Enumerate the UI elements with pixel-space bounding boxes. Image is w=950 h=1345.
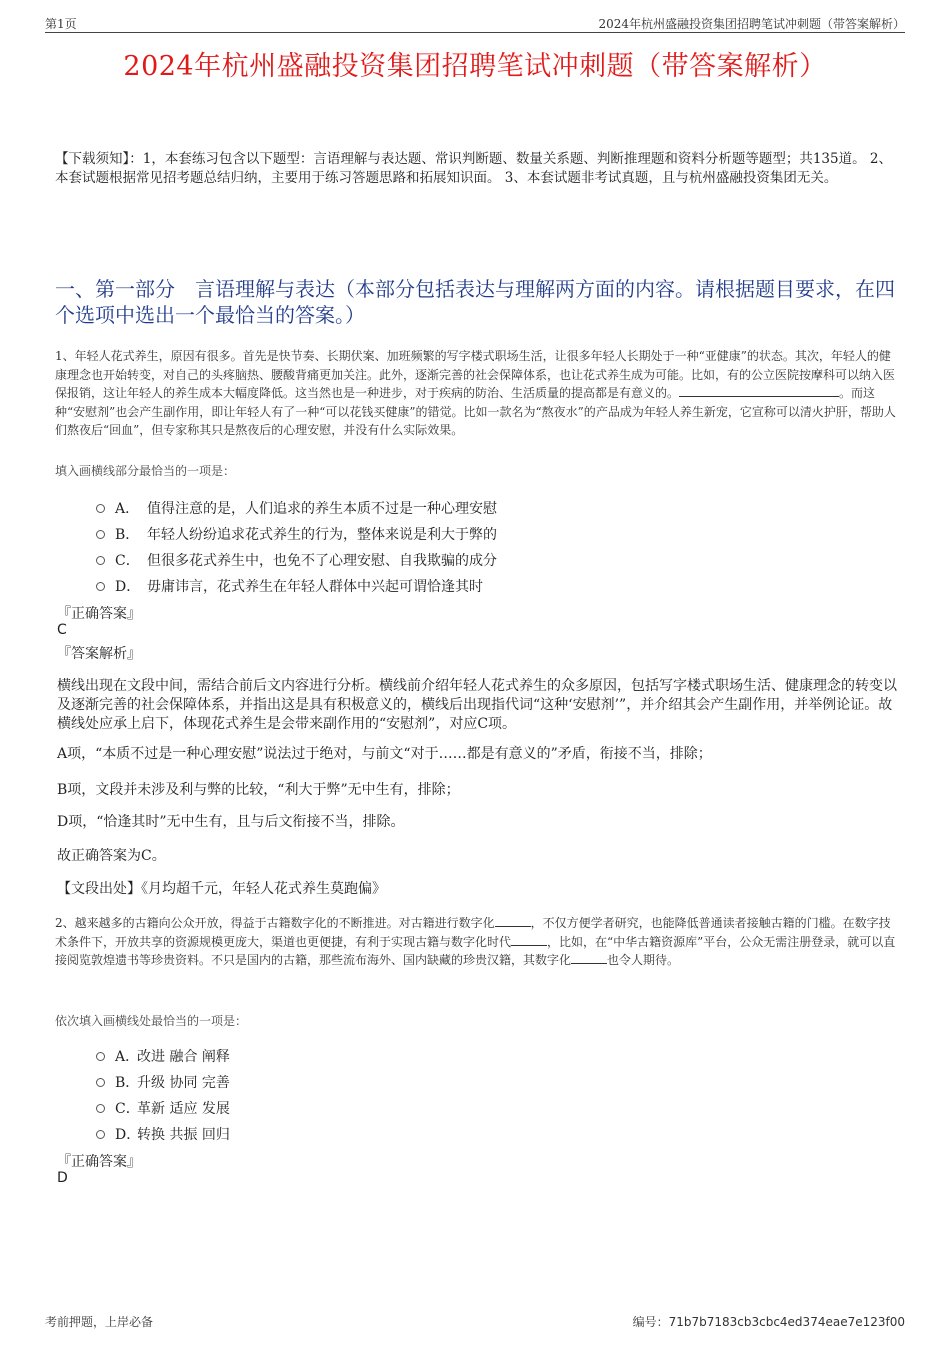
question-1-answer: C — [57, 622, 67, 638]
analysis-paragraph: 故正确答案为C。 — [57, 848, 166, 864]
question-1-analysis-label: 『答案解析』 — [57, 646, 141, 662]
question-1-text — [55, 347, 900, 440]
question-2-blank-1 — [495, 914, 531, 927]
question-1-option-a[interactable] — [96, 498, 497, 518]
footer-code-label: 编号： — [632, 1315, 669, 1329]
page-header — [45, 12, 905, 33]
question-2-stem: 依次填入画横线处最恰当的一项是： — [55, 1014, 248, 1028]
question-2-text-d: 也令人期待。 — [607, 953, 680, 967]
question-2-option-c[interactable] — [96, 1098, 230, 1118]
footer-slogan: 考前押题，上岸必备 — [45, 1315, 154, 1329]
question-1-option-b[interactable] — [96, 524, 497, 544]
analysis-source: 【文段出处】《月均超千元，年轻人花式养生莫跑偏》 — [57, 881, 386, 897]
option-letter: B． — [115, 527, 140, 543]
question-2-blank-3 — [571, 951, 607, 964]
option-text: 革新 适应 发展 — [137, 1101, 230, 1117]
radio-icon[interactable] — [96, 1104, 105, 1113]
option-text: 升级 协同 完善 — [137, 1075, 230, 1091]
question-2-text-b: ，不仅方便学者研究，也能降低普通读者接触古籍的门槛。在数字技术条件下，开放共享的资源规模更庞大，渠道也更便捷，有利于实现古籍与数字化时代 — [55, 916, 891, 949]
footer-code: 71b7b7183cb3cbc4ed374eae7e123f00 — [668, 1315, 905, 1329]
question-1-text-a: 1、年轻人花式养生，原因有很多。首先是快节奏、长期伏案、加班频繁的写字楼式职场生活，让很多年轻人长期处于一种“亚健康”的状态。其次，年轻人的健康理念也开始转变，对自己的头疼脑热、腰酸背痛更加关注。此外，逐渐完善的社会保障体系，也让花式养生成为可能。比如，有的公立医院按摩科可以纳入医保报销，这让年轻人的养生成本大幅度降低。这当然也是一种进步，对于疾病的防治、生活质量的提高都是有意义的。 — [55, 349, 896, 400]
radio-icon[interactable] — [96, 556, 105, 565]
analysis-paragraph: D项，“恰逢其时”无中生有，且与后文衔接不当，排除。 — [57, 814, 405, 830]
section-heading: 一、第一部分 言语理解与表达（本部分包括表达与理解两方面的内容。请根据题目要求，在四个选项中选出一个最恰当的答案。） — [55, 277, 895, 327]
option-text: 转换 共振 回归 — [137, 1127, 230, 1143]
option-text: 值得注意的是，人们追求的养生本质不过是一种心理安慰 — [147, 501, 497, 517]
option-letter: A． — [115, 1049, 140, 1065]
radio-icon[interactable] — [96, 530, 105, 539]
question-2-option-d[interactable] — [96, 1124, 230, 1144]
option-text: 但很多花式养生中，也免不了心理安慰、自我欺骗的成分 — [147, 553, 497, 569]
radio-icon[interactable] — [96, 582, 105, 591]
download-notice: 【下载须知】：1，本套练习包含以下题型：言语理解与表达题、常识判断题、数量关系题、判断推理题和资料分析题等题型；共135道。 2、本套试题根据常见招考题总结归纳，主要用于练习答题思路和拓展知识面。 3、本套试题非考试真题，且与杭州盛融投资集团无关。 — [55, 151, 892, 186]
question-1-stem: 填入画横线部分最恰当的一项是： — [55, 464, 236, 478]
question-2-option-a[interactable] — [96, 1046, 230, 1066]
option-letter: C． — [115, 553, 140, 569]
analysis-paragraph: B项，文段并未涉及利与弊的比较，“利大于弊”无中生有，排除； — [57, 782, 460, 798]
radio-icon[interactable] — [96, 1078, 105, 1087]
question-1-option-d[interactable] — [96, 576, 483, 596]
option-text: 改进 融合 阐释 — [137, 1049, 230, 1065]
question-2-text-a: 2、越来越多的古籍向公众开放，得益于古籍数字化的不断推进。对古籍进行数字化 — [55, 916, 495, 930]
question-1-answer-label: 『正确答案』 — [57, 606, 141, 622]
page-number: 第1页 — [45, 17, 77, 31]
option-letter: D． — [115, 1127, 141, 1143]
option-text: 毋庸讳言，花式养生在年轻人群体中兴起可谓恰逢其时 — [147, 579, 483, 595]
radio-icon[interactable] — [96, 1130, 105, 1139]
question-2-option-b[interactable] — [96, 1072, 230, 1092]
footer-code-block — [633, 1313, 905, 1330]
question-2-text — [55, 914, 900, 970]
question-2-answer-label: 『正确答案』 — [57, 1154, 141, 1170]
question-1-option-c[interactable] — [96, 550, 497, 570]
radio-icon[interactable] — [96, 504, 105, 513]
option-letter: B． — [115, 1075, 140, 1091]
radio-icon[interactable] — [96, 1052, 105, 1061]
option-letter: A． — [115, 501, 140, 517]
analysis-paragraph: A项，“本质不过是一种心理安慰”说法过于绝对，与前文“对于……都是有意义的”矛盾，衔接不当，排除； — [57, 746, 712, 762]
question-2-answer: D — [57, 1170, 68, 1186]
question-2-blank-2 — [511, 933, 547, 946]
document-title: 2024年杭州盛融投资集团招聘笔试冲刺题（带答案解析） — [123, 51, 827, 82]
option-letter: C． — [115, 1101, 140, 1117]
option-text: 年轻人纷纷追求花式养生的行为，整体来说是利大于弊的 — [147, 527, 497, 543]
page-footer — [45, 1313, 905, 1330]
question-2-text-c: ，比如，在“中华古籍资源库”平台，公众无需注册登录，就可以直接阅览敦煌遗书等珍贵资料。不只是国内的古籍，那些流布海外、国内缺藏的珍贵汉籍，其数字化 — [55, 934, 896, 967]
question-1-blank — [679, 384, 839, 397]
option-letter: D． — [115, 579, 141, 595]
header-doc-title: 2024年杭州盛融投资集团招聘笔试冲刺题（带答案解析） — [598, 17, 905, 31]
analysis-paragraph: 横线出现在文段中间，需结合前后文内容进行分析。横线前介绍年轻人花式养生的众多原因，包括写字楼式职场生活、健康理念的转变以及逐渐完善的社会保障体系，并指出这是具有积极意义的，横线后出现指代词“这种‘安慰剂’”，并介绍其会产生副作用，并举例论证。故横线处应承上启下，体现花式养生是会带来副作用的“安慰剂”，对应C项。 — [57, 678, 897, 732]
question-1-text-b: 。而这种“安慰剂”也会产生副作用，即让年轻人有了一种“可以花钱买健康”的错觉。比如一款名为“熬夜水”的产品成为年轻人养生新宠，它宣称可以清火护肝，帮助人们熬夜后“回血”，但专家称其只是熬夜后的心理安慰，并没有什么实际效果。 — [55, 386, 896, 437]
